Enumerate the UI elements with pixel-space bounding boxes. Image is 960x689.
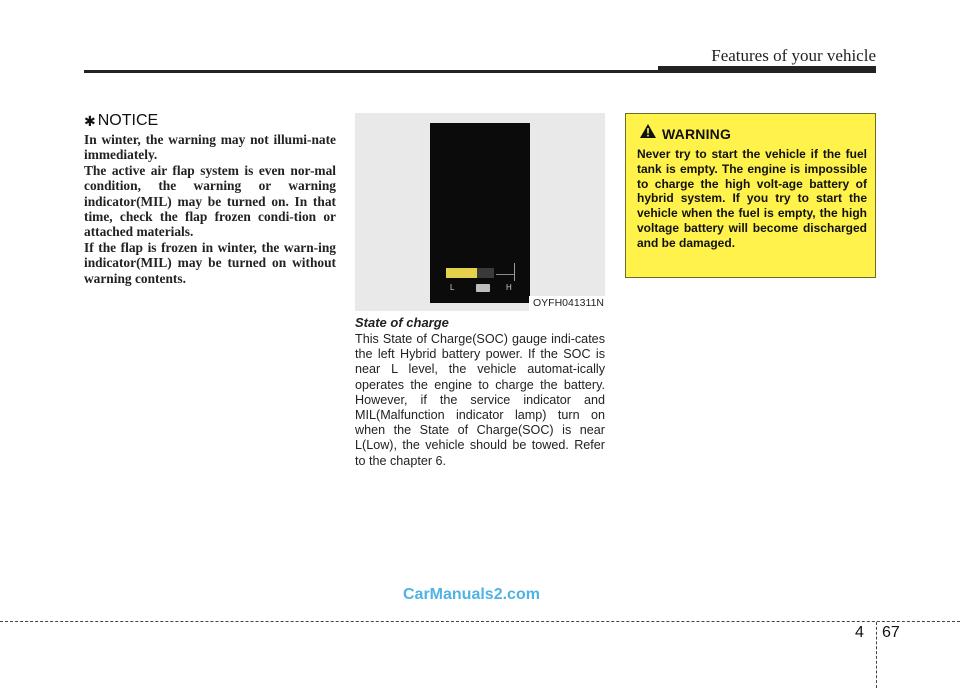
gauge-low-label: L xyxy=(450,283,455,292)
page-number-divider xyxy=(876,622,877,688)
gauge-tick-line xyxy=(496,274,514,275)
warning-body: Never try to start the vehicle if the fuel tank is empty. The engine is impossible to charge the high volt-age battery of hybrid system. If you try to start the vehicle when the fuel is empty, the high voltage battery will become discharged and be damaged. xyxy=(637,147,867,250)
soc-heading: State of charge xyxy=(355,315,449,330)
figure-code: OYFH041311N xyxy=(529,296,605,311)
notice-heading xyxy=(84,112,336,130)
warning-title: WARNING xyxy=(662,125,732,142)
soc-gauge-fill xyxy=(446,268,477,278)
notice-paragraph: In winter, the warning may not illumi-nate immediately. xyxy=(84,132,336,163)
soc-body: This State of Charge(SOC) gauge indi-cates the left Hybrid battery power. If the SOC is near L level, the vehicle automat-ically operates the engine to charge the battery. However, if the service indicator and MIL(Malfunction indicator lamp) turn on when the State of Charge(SOC) is near L(Low), the vehicle should be towed. Refer to the chapter 6. xyxy=(355,332,605,468)
soc-gauge-figure xyxy=(355,113,605,311)
soc-gauge-bar xyxy=(446,268,494,278)
notice-paragraph: If the flap is frozen in winter, the warn-ing indicator(MIL) may be turned on without warning contents. xyxy=(84,239,336,286)
asterisk-icon: ✱ xyxy=(84,112,96,129)
warning-triangle-icon xyxy=(640,124,656,143)
page-header-title: Features of your vehicle xyxy=(711,46,876,65)
chapter-number: 4 xyxy=(855,624,864,641)
battery-icon xyxy=(476,284,490,292)
header-rule xyxy=(84,70,658,73)
gauge-end-mark xyxy=(514,263,515,281)
warning-header xyxy=(640,124,731,143)
notice-box xyxy=(84,112,336,286)
header-rule-accent xyxy=(658,66,876,73)
notice-title: NOTICE xyxy=(97,112,159,129)
instrument-cluster-display xyxy=(430,123,530,303)
footer-rule xyxy=(0,621,960,622)
watermark-link[interactable]: CarManuals2.com xyxy=(403,586,540,603)
soc-section xyxy=(355,315,605,469)
warning-box xyxy=(625,113,876,278)
gauge-high-label: H xyxy=(506,283,512,292)
page-number: 67 xyxy=(882,624,900,641)
notice-paragraph: The active air flap system is even nor-mal condition, the warning or warning indicator(MIL) may be turned on. In that time, check the flap frozen condi-tion or attached materials. xyxy=(84,162,336,240)
